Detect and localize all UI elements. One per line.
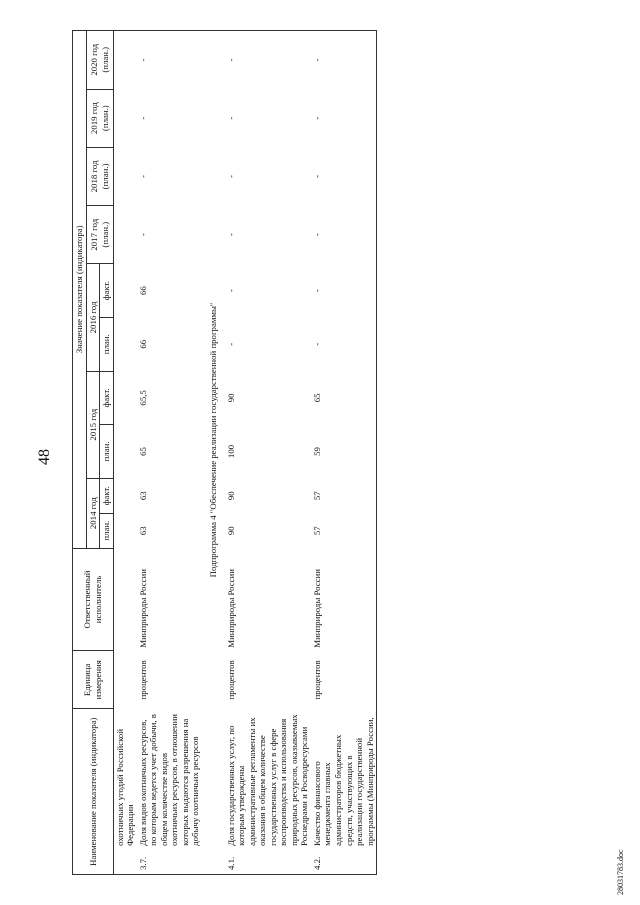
value-2020: - [225, 31, 311, 90]
header-year-2015: 2015 год [86, 371, 100, 478]
header-year-2016: 2016 год [86, 264, 100, 371]
plan-2015: 59 [311, 425, 377, 479]
plan-2014: 63 [137, 526, 148, 536]
plan-2015: 65 [137, 447, 148, 456]
plan-2016: 66 [137, 339, 148, 349]
indicator-name: Доля государственных услуг, по которым утверждены административные регламенты их оказания в общем количестве государственных услуг в сфере воспроизводства и использования природных ресурсов, оказываемых Роснедрами и Росводресурсами [225, 714, 310, 846]
fact-2014: 90 [225, 491, 236, 501]
header-values-group: Значение показателя (индикатора) [73, 31, 87, 549]
unit-cell: процентов [137, 660, 148, 700]
plan-2014: 57 [311, 513, 377, 548]
fact-2015: 65,5 [137, 390, 148, 406]
row-number: 3.7. [137, 849, 202, 875]
header-name: Наименование показателя (индикатора) [73, 709, 114, 875]
value-2019: - [137, 116, 148, 120]
header-plan-2015: план. [100, 425, 114, 479]
header-year-2019: 2019 год (план.) [86, 89, 113, 147]
value-2017: - [311, 206, 377, 264]
continuation-text: охотничьих угодий Российской Федерации [114, 728, 136, 846]
value-2018: - [311, 147, 377, 205]
indicator-name: Доля видов охотничьих ресурсов, по которым ведется учет добычи, в общем количестве видов охотничьих ресурсов, в отношении которых выдаются разрешения на добычу охотничьих ресурсов [137, 713, 201, 846]
fact-2015: 65 [311, 371, 377, 425]
unit-cell: процентов [311, 651, 377, 709]
subprogram-row [202, 31, 225, 875]
table-row [311, 31, 377, 875]
fact-2016: - [311, 264, 377, 318]
plan-2016: - [311, 317, 377, 371]
fact-2014: 57 [311, 478, 377, 513]
table-row [137, 31, 202, 875]
header-year-2017: 2017 год (план.) [86, 206, 113, 264]
header-fact-2014: факт. [100, 478, 114, 513]
value-2017: - [225, 233, 236, 237]
indicator-name: Качество финансового менеджмента главных администраторов бюджетных средств, участвующих в реализации государственной программы (Минприроды России, [311, 709, 377, 849]
header-fact-2015: факт. [100, 371, 114, 425]
row-number: 4.2. [311, 849, 377, 875]
plan-2016: - [225, 342, 236, 346]
value-2020: - [137, 31, 202, 90]
value-2020: - [311, 31, 377, 90]
fact-2016: - [225, 289, 236, 293]
value-2018: - [137, 174, 148, 178]
fact-2014: 63 [137, 491, 148, 501]
subprogram-title: Подпрограмма 4 "Обеспечение реализации государственной программы" [202, 31, 225, 849]
fact-2016: 66 [137, 286, 148, 296]
header-year-2014: 2014 год [86, 478, 100, 548]
page-number: 48 [36, 449, 53, 465]
value-2019: - [311, 89, 377, 147]
plan-2015: 100 [225, 444, 236, 459]
header-fact-2016: факт. [100, 264, 114, 318]
value-2018: - [225, 174, 236, 178]
plan-2014: 90 [225, 526, 236, 536]
executor-cell: Минприроды России [311, 548, 377, 651]
row-number: 4.1. [225, 849, 311, 875]
executor-cell: Минприроды России [137, 569, 148, 648]
header-unit: Единица измерения [73, 651, 114, 709]
unit-cell: процентов [225, 660, 236, 700]
value-2017: - [137, 233, 148, 237]
table-row [225, 31, 311, 875]
header-year-2018: 2018 год (план.) [86, 147, 113, 205]
document-footer: 2803178З.doc [616, 849, 625, 895]
header-executor: Ответственный исполнитель [73, 548, 114, 651]
executor-cell: Минприроды России [225, 569, 236, 648]
header-plan-2016: план. [100, 317, 114, 371]
fact-2015: 90 [225, 393, 236, 403]
header-year-2020: 2020 год (план.) [86, 31, 113, 90]
header-plan-2014: план. [100, 513, 114, 548]
continuation-row [113, 31, 137, 875]
value-2019: - [225, 116, 236, 120]
indicators-table [72, 30, 377, 875]
